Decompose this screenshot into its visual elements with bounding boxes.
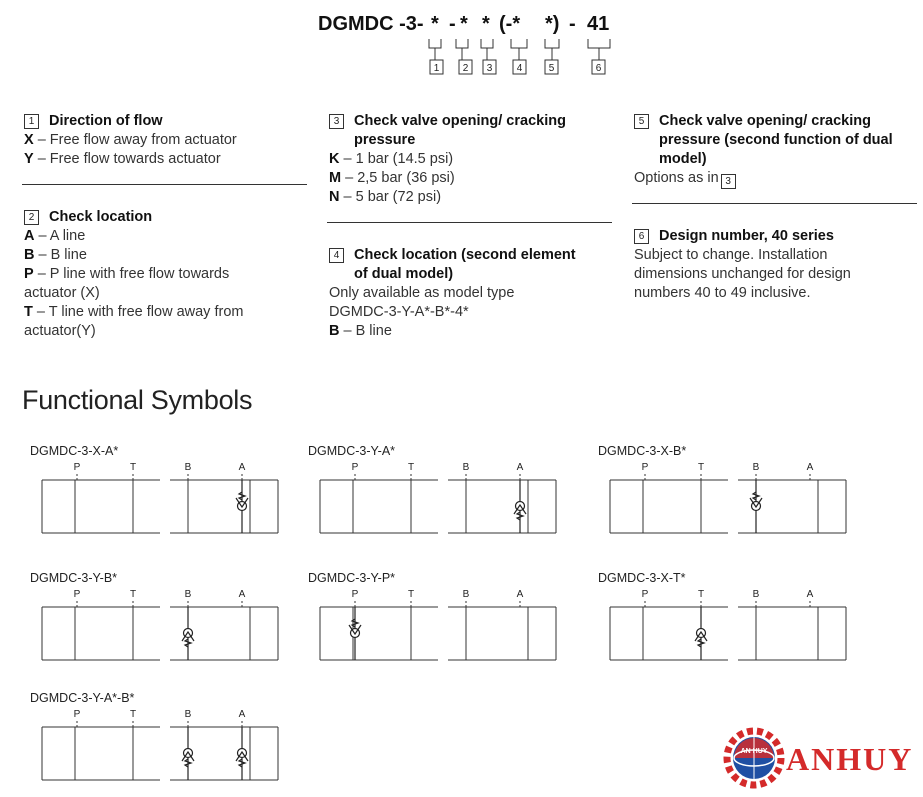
symbol-label: DGMDC-3-Y-A*-B* <box>30 691 135 705</box>
model-code-dash1: - <box>449 13 456 35</box>
port-label: P <box>73 589 81 600</box>
svg-text:AN HUY: AN HUY <box>740 748 768 755</box>
port-label: P <box>641 589 649 600</box>
port-label: A <box>238 709 246 720</box>
symbol-diagram <box>598 444 848 548</box>
model-code-header <box>0 8 923 78</box>
valve-symbol <box>598 585 848 675</box>
symbol-diagram <box>30 691 280 795</box>
option-row: T – T line with free flow away from actuator(Y) <box>24 304 244 339</box>
section-number: 5 <box>634 114 649 129</box>
anhuy-logo-graphic <box>720 722 920 792</box>
section-number: 6 <box>634 229 649 244</box>
port-label: T <box>697 462 705 473</box>
valve-symbol <box>30 585 280 675</box>
port-label: T <box>129 709 137 720</box>
option-row: K – 1 bar (14.5 psi) <box>329 151 454 167</box>
check-valve-icon <box>349 607 361 660</box>
port-label: P <box>641 462 649 473</box>
valve-symbol <box>308 458 558 548</box>
symbol-diagram <box>308 444 558 548</box>
code-num-5: 5 <box>548 63 555 74</box>
check-valve-icon <box>236 480 248 533</box>
port-label: A <box>806 589 814 600</box>
valve-symbol <box>598 458 848 548</box>
section-number: 2 <box>24 210 39 225</box>
gear-emblem-icon <box>727 731 781 785</box>
logo-text: ANHUY <box>786 741 914 777</box>
option-row: B – B line <box>329 323 392 339</box>
port-label: A <box>238 589 246 600</box>
divider <box>327 222 612 223</box>
symbol-diagram <box>30 444 280 548</box>
port-label: P <box>351 462 359 473</box>
symbol-label: DGMDC-3-X-T* <box>598 571 686 585</box>
section-title: Design number, 40 series <box>659 228 834 244</box>
port-label: T <box>407 462 415 473</box>
symbol-label: DGMDC-3-Y-P* <box>308 571 396 585</box>
functional-symbols-title: Functional Symbols <box>22 385 253 415</box>
section-text: Options as in 3 <box>634 169 919 189</box>
code-num-6: 6 <box>595 63 602 74</box>
option-row: X – Free flow away from actuator <box>24 132 237 148</box>
model-code-prefix: DGMDC -3- <box>318 13 424 35</box>
model-code-dash2: - <box>569 13 576 35</box>
section-text: DGMDC-3-Y-A*-B*-4* <box>329 304 469 320</box>
port-label: A <box>516 462 524 473</box>
divider <box>22 184 307 185</box>
symbol-label: DGMDC-3-X-B* <box>598 444 687 458</box>
section-cracking-pressure <box>329 112 614 207</box>
section-direction-of-flow <box>24 112 309 169</box>
section-design-number <box>634 227 919 303</box>
divider <box>632 203 917 204</box>
code-num-3: 3 <box>486 63 493 74</box>
symbol-diagram <box>30 571 280 675</box>
section-text: Only available as model type <box>329 285 515 301</box>
model-code-p3: * <box>482 13 490 35</box>
section-title: Check location <box>49 209 153 225</box>
valve-symbol <box>30 458 280 548</box>
section-second-check-location <box>329 246 614 341</box>
section-check-location <box>24 208 309 341</box>
symbol-diagram <box>598 571 848 675</box>
section-number: 4 <box>329 248 344 263</box>
model-code-p1: * <box>431 13 439 35</box>
port-label: A <box>238 462 246 473</box>
option-row: Y – Free flow towards actuator <box>24 151 221 167</box>
port-label: B <box>752 589 760 600</box>
port-label: T <box>407 589 415 600</box>
section-title: Check valve opening/ cracking pressure (second function of dual model) <box>659 113 893 167</box>
port-label: A <box>806 462 814 473</box>
anhuy-logo <box>720 722 920 797</box>
option-row: P – P line with free flow towards actuator (X) <box>24 266 230 301</box>
code-num-2: 2 <box>462 63 469 74</box>
symbol-label: DGMDC-3-Y-A* <box>308 444 396 458</box>
port-label: T <box>697 589 705 600</box>
symbol-label: DGMDC-3-Y-B* <box>30 571 118 585</box>
valve-symbol <box>30 705 280 795</box>
port-label: B <box>184 709 192 720</box>
port-label: P <box>73 709 81 720</box>
model-code-diagram <box>0 8 923 80</box>
port-label: B <box>184 462 192 473</box>
model-code-p5: *) <box>545 13 560 35</box>
check-valve-icon <box>695 607 707 660</box>
section-second-cracking-pressure <box>634 112 919 189</box>
option-row: N – 5 bar (72 psi) <box>329 189 442 205</box>
section-number: 3 <box>329 114 344 129</box>
code-num-4: 4 <box>516 63 523 74</box>
valve-symbol <box>308 585 558 675</box>
section-title: Check location (second element of dual model) <box>354 247 576 282</box>
section-text: dimensions unchanged for design <box>634 266 851 282</box>
port-label: B <box>462 589 470 600</box>
model-code-design: 41 <box>587 13 610 35</box>
section-title: Direction of flow <box>49 113 163 129</box>
port-label: P <box>351 589 359 600</box>
section-title: Check valve opening/ cracking pressure <box>354 113 566 148</box>
check-valve-icon <box>236 727 248 780</box>
port-label: P <box>73 462 81 473</box>
port-label: B <box>462 462 470 473</box>
symbol-label: DGMDC-3-X-A* <box>30 444 119 458</box>
section-text: Subject to change. Installation <box>634 247 828 263</box>
section-number: 1 <box>24 114 39 129</box>
port-label: B <box>752 462 760 473</box>
code-num-1: 1 <box>433 63 440 74</box>
option-row: A – A line <box>24 228 86 244</box>
section-text: numbers 40 to 49 inclusive. <box>634 285 811 301</box>
check-valve-icon <box>514 480 526 533</box>
port-label: T <box>129 462 137 473</box>
check-valve-icon <box>182 607 194 660</box>
check-valve-icon <box>750 480 762 533</box>
section-ref: 3 <box>721 174 736 189</box>
port-label: T <box>129 589 137 600</box>
port-label: B <box>184 589 192 600</box>
symbol-diagram <box>308 571 558 675</box>
port-label: A <box>516 589 524 600</box>
option-row: B – B line <box>24 247 87 263</box>
option-row: M – 2,5 bar (36 psi) <box>329 170 455 186</box>
model-code-p2: * <box>460 13 468 35</box>
check-valve-icon <box>182 727 194 780</box>
model-code-p4: (-* <box>499 13 521 35</box>
